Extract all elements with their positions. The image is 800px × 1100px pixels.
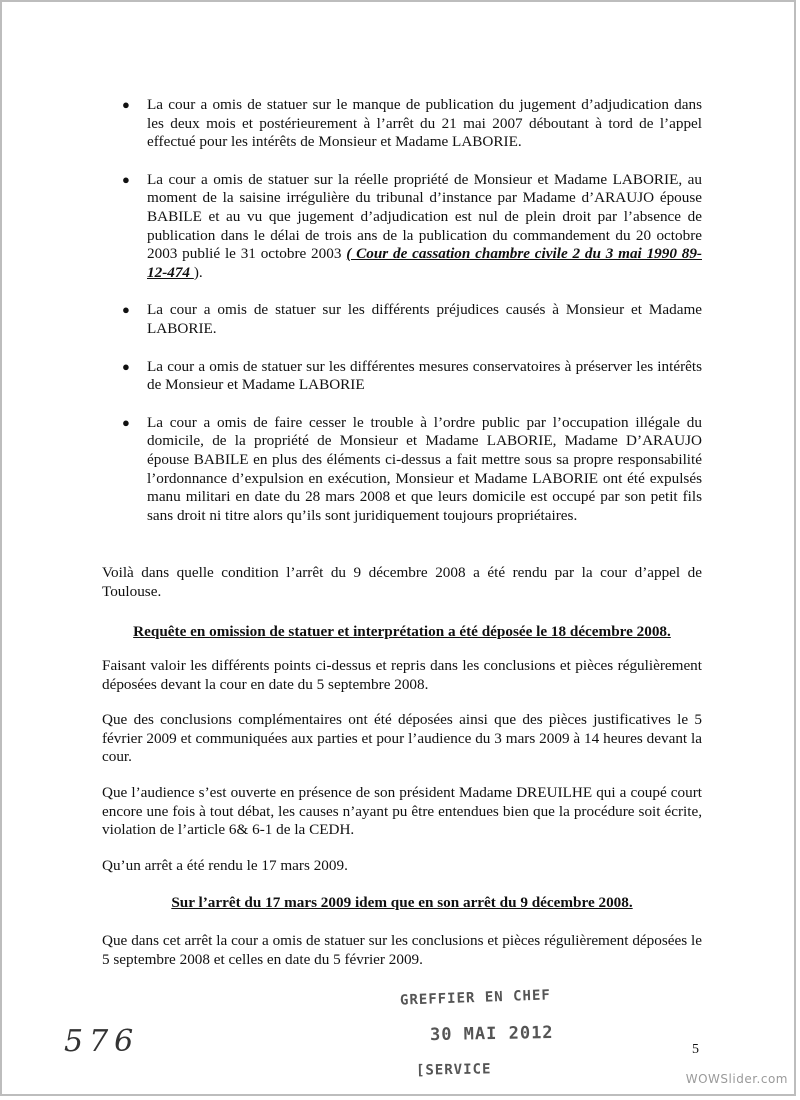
bullet-text: La cour a omis de statuer sur le manque de publication du jugement d’adjudication dans les deux mois et postérieurement à l’arrêt du 21 mai 2007 déboutant à tord de l’appel effectué pour les intérêts de Monsieur et Madame LABORIE. <box>147 96 702 151</box>
handwritten-number: 576 <box>64 1024 140 1059</box>
paragraph-conclusions-complementaires: Que des conclusions complémentaires ont été déposées ainsi que des pièces justificatives le 5 février 2009 et communiquées aux parties et pour l’audience du 3 mars 2009 à 14 heures devant la cour. <box>102 711 702 766</box>
section-heading-requete: Requête en omission de statuer et interprétation a été déposée le 18 décembre 2008. <box>133 623 671 640</box>
bullet-text: La cour a omis de statuer sur les différents préjudices causés à Monsieur et Madame LABORIE. <box>147 301 702 337</box>
page-number: 5 <box>692 1042 699 1057</box>
paragraph-faisant-valoir: Faisant valoir les différents points ci-dessus et repris dans les conclusions et pièces régulièrement déposées devant la cour en date du 5 septembre 2008. <box>102 657 702 693</box>
case-citation: ( Cour de cassation chambre civile 2 du 3 mai 1990 89-12-474 <box>147 245 702 281</box>
stamp-date: 30 MAI 2012 <box>429 1022 554 1046</box>
paragraph-omission-final: Que dans cet arrêt la cour a omis de statuer sur les conclusions et pièces régulièrement déposées le 5 septembre 2008 et celles en date du 5 février 2009. <box>102 932 702 968</box>
bullet-text: La cour a omis de faire cesser le trouble à l’ordre public par l’occupation illégale du domicile, de la propriété de Monsieur et Madame LABORIE, Madame D’ARAUJO épouse BABILE en plus des éléments ci-dessus a fait mettre sous sa propre responsabilité l’ordonnance d’expulsion en exécution, Monsieur et Madame LABORIE ont été expulsés manu militari en date du 28 mars 2008 et que leurs domicile est occupé par son petit fils sans droit ni titre alors qu’ils sont juridiquement toujours propriétaires. <box>147 413 702 524</box>
bullet-item <box>120 171 702 283</box>
bullet-list <box>120 96 702 544</box>
bullet-dot-icon: ● <box>122 302 130 318</box>
paragraph-audience: Que l’audience s’est ouverte en présence de son président Madame DREUILHE qui a coupé court encore une fois à tout débat, les causes n’ayant pu être entendues bien que la procédure soit écrite, violation de l’article 6& 6-1 de la CEDH. <box>102 784 702 839</box>
bullet-text: La cour a omis de statuer sur la réelle propriété de Monsieur et Madame LABORIE, au moment de la saisine irrégulière du tribunal d’instance par Madame d’ARAUJO épouse BABILE et au vu que jugement d’adjudication est nul de plein droit par l’absence de publication dans le délai de trois ans de la publication du commandement du 20 octobre 2003 publié le 31 octobre 2003 <box>147 170 702 263</box>
bullet-item <box>120 358 702 395</box>
stamp-service: [SERVICE <box>415 1061 492 1079</box>
bullet-dot-icon: ● <box>122 358 130 374</box>
bullet-dot-icon: ● <box>122 171 130 187</box>
watermark: WOWSlider.com <box>685 1072 788 1086</box>
bullet-item <box>120 96 702 152</box>
bullet-item <box>120 301 702 338</box>
bullet-text-tail: ). <box>193 263 203 281</box>
stamp-greffier: GREFFIER EN CHEF <box>399 987 552 1009</box>
bullet-item <box>120 414 702 526</box>
paragraph-arret-rendu: Qu’un arrêt a été rendu le 17 mars 2009. <box>102 857 348 874</box>
paragraph-voila: Voilà dans quelle condition l’arrêt du 9 décembre 2008 a été rendu par la cour d’appel de Toulouse. <box>102 564 702 600</box>
bullet-dot-icon: ● <box>122 97 130 112</box>
bullet-dot-icon: ● <box>122 414 130 430</box>
bullet-text: La cour a omis de statuer sur les différentes mesures conservatoires à préserver les intérêts de Monsieur et Madame LABORIE <box>147 357 702 394</box>
section-heading-arret-17-mars: Sur l’arrêt du 17 mars 2009 idem que en son arrêt du 9 décembre 2008. <box>171 894 633 911</box>
